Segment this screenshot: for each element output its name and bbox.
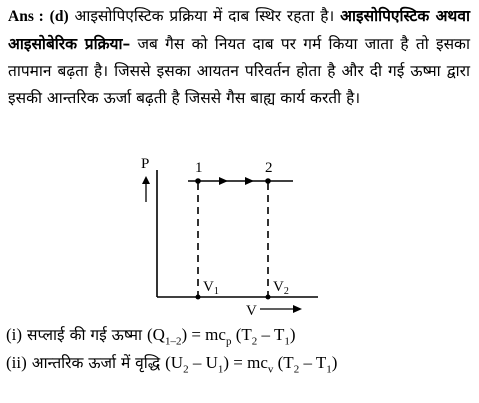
formula-1-math: $(Q_{1-2}) = mc_p$ $(T_2 - T_1)$ — [146, 325, 296, 348]
answer-intro: आइसोपिएस्टिक प्रक्रिया में दाब स्थिर रहता है। — [74, 7, 335, 25]
v-label: V — [246, 303, 257, 319]
point-v2 — [266, 295, 271, 300]
answer-option: (d) — [49, 8, 69, 25]
point-1-label: 1 — [195, 160, 203, 176]
formula-2-math: $(U_2 - U_1) = mc_v$ $(T_2 - T_1)$ — [165, 353, 338, 376]
answer-body: जब गैस को नियत दाब पर गर्म किया जाता है तो इसका तापमान बढ़ता है। जिससे इसका आयतन परिवर्तन होता है और दी गई ऊष्मा द्वारा इसकी आन्तरिक ऊर्जा बढ़ती है जिससे गैस बाह्य कार्य करती है। — [8, 35, 470, 107]
formula-2-text: आन्तरिक ऊर्जा में वृद्धि — [31, 354, 161, 372]
pv-diagram — [130, 150, 330, 319]
answer-prefix: Ans : — [8, 8, 44, 25]
process-arrow-1 — [219, 177, 228, 185]
process-heading: आइसोपिएस्टिक अथवा आइसोबेरिक प्रक्रिया– — [8, 6, 470, 53]
point-2-label: 2 — [265, 160, 273, 176]
v2-label: $V_2$ — [273, 279, 289, 297]
point-1 — [195, 178, 201, 184]
point-v1 — [196, 295, 201, 300]
p-arrow-head — [142, 176, 150, 184]
answer-paragraph — [8, 2, 470, 112]
point-2 — [265, 178, 271, 184]
formula-2-number: (ii) — [6, 353, 27, 372]
formula-1-text: सप्लाई की गई ऊष्मा — [26, 326, 143, 344]
formula-1-number: (i) — [6, 325, 23, 344]
v-arrow-head — [293, 305, 302, 313]
p-label: P — [141, 156, 150, 172]
process-arrow-2 — [245, 177, 254, 185]
formula-internal-energy — [6, 351, 337, 375]
formula-heat-supplied — [6, 323, 296, 347]
v1-label: $V_1$ — [203, 279, 219, 297]
